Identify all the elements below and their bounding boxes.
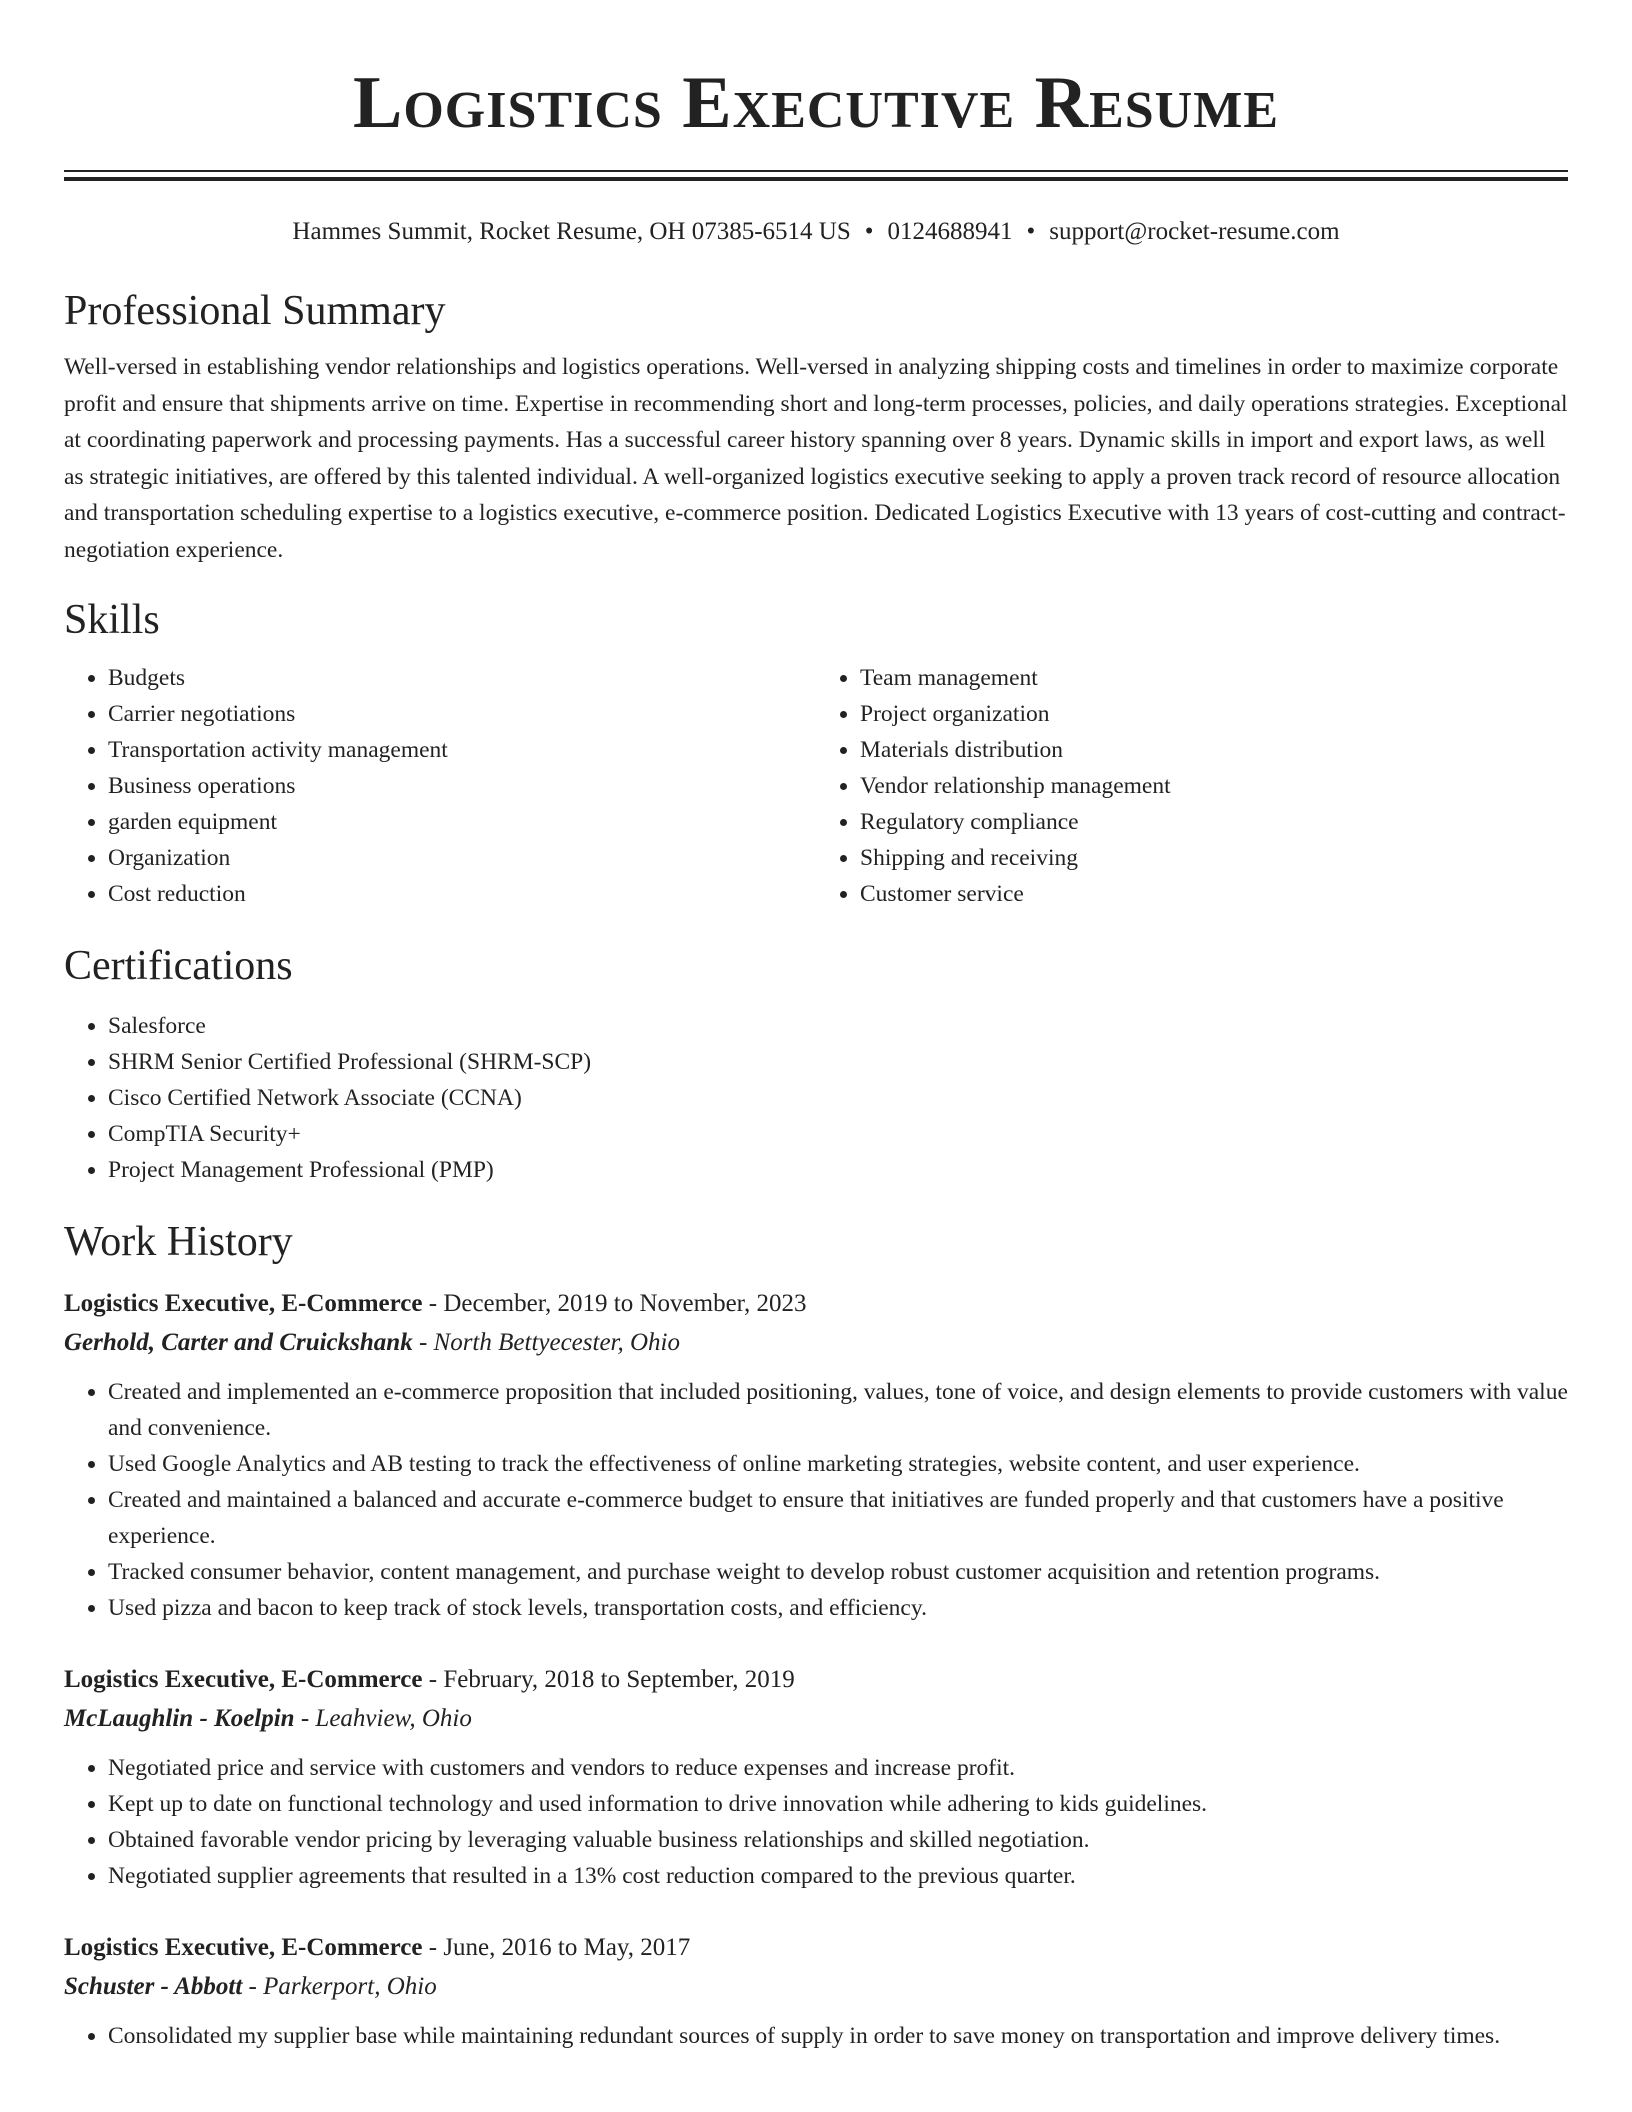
resume-title: Logistics Executive Resume — [352, 62, 1280, 144]
skills-columns — [64, 660, 1568, 912]
job-bullet: • Tracked consumer behavior, content management, and purchase weight to develop robust customer acquisition and retention programs. — [108, 1554, 1568, 1590]
job-title: Logistics Executive, E-Commerce — [64, 1666, 423, 1693]
job-entry — [64, 1284, 1568, 1626]
work-history-heading: Work History — [64, 1219, 293, 1265]
skill-item: • Regulatory compliance — [860, 804, 1568, 840]
contact-line — [64, 215, 1568, 249]
skill-item: • Shipping and receiving — [860, 840, 1568, 876]
job-bullets — [64, 1750, 1568, 1894]
skill-item: • Materials distribution — [860, 732, 1568, 768]
contact-email: support@rocket-resume.com — [1049, 218, 1340, 245]
certification-item: • Project Management Professional (PMP) — [108, 1152, 1568, 1188]
job-dates: February, 2018 to September, 2019 — [443, 1666, 795, 1693]
job-bullet: • Consolidated my supplier base while maintaining redundant sources of supply in order to save money on transportation and improve delivery times. — [108, 2018, 1568, 2054]
summary-text: Well-versed in establishing vendor relationships and logistics operations. Well-versed in analyzing shipping costs and timelines in order to maximize corporate profit and ensure that shipments arrive on time. Expertise in recommending short and long-term processes, policies, and daily operations strategies. Exceptional at coordinating paperwork and processing payments. Has a successful career history spanning over 8 years. Dynamic skills in import and export laws, as well as strategic initiatives, are offered by this talented individual. A well-organized logistics executive seeking to apply a proven track record of resource allocation and transportation scheduling expertise to a logistics executive, e-commerce position. Dedicated Logistics Executive with 13 years of cost-cutting and contract-negotiation experience. — [64, 354, 1568, 563]
title-double-rule — [64, 170, 1568, 181]
skills-heading: Skills — [64, 597, 160, 643]
job-bullet: • Used pizza and bacon to keep track of stock levels, transportation costs, and efficiency. — [108, 1590, 1568, 1626]
job-title-line: Logistics Executive, E-Commerce - February, 2018 to September, 2019 — [64, 1666, 795, 1693]
job-bullet: • Negotiated price and service with customers and vendors to reduce expenses and increase profit. — [108, 1750, 1568, 1786]
skill-item: • Carrier negotiations — [108, 696, 816, 732]
job-company: Schuster - Abbott — [64, 1973, 243, 2000]
job-title: Logistics Executive, E-Commerce — [64, 1934, 423, 1961]
certifications-list — [64, 1008, 1568, 1188]
job-dates: December, 2019 to November, 2023 — [443, 1290, 807, 1317]
contact-separator: • — [1026, 218, 1036, 245]
job-title-line: Logistics Executive, E-Commerce - June, 2016 to May, 2017 — [64, 1934, 691, 1961]
job-bullets — [64, 2018, 1568, 2054]
job-bullet: • Created and implemented an e-commerce proposition that included positioning, values, tone of voice, and design elements to provide customers with value and convenience. — [108, 1374, 1568, 1446]
job-location: Parkerport, Ohio — [263, 1973, 437, 2000]
job-bullet: • Kept up to date on functional technology and used information to drive innovation while adhering to kids guidelines. — [108, 1786, 1568, 1822]
job-company-line: McLaughlin - Koelpin - Leahview, Ohio — [64, 1705, 472, 1732]
contact-separator: • — [864, 218, 874, 245]
job-title-line: Logistics Executive, E-Commerce - December, 2019 to November, 2023 — [64, 1290, 807, 1317]
job-title: Logistics Executive, E-Commerce — [64, 1290, 423, 1317]
skill-item: • Organization — [108, 840, 816, 876]
summary-heading: Professional Summary — [64, 288, 446, 334]
job-location: North Bettyecester, Ohio — [433, 1329, 681, 1356]
job-company: Gerhold, Carter and Cruickshank — [64, 1329, 413, 1356]
skill-item: • Vendor relationship management — [860, 768, 1568, 804]
skill-item: • Budgets — [108, 660, 816, 696]
job-company: McLaughlin - Koelpin — [64, 1705, 295, 1732]
certification-item: • Cisco Certified Network Associate (CCNA) — [108, 1080, 1568, 1116]
job-bullet: • Negotiated supplier agreements that resulted in a 13% cost reduction compared to the previous quarter. — [108, 1858, 1568, 1894]
contact-address: Hammes Summit, Rocket Resume, OH 07385-6514 US — [292, 218, 851, 245]
certification-item: • SHRM Senior Certified Professional (SHRM-SCP) — [108, 1044, 1568, 1080]
job-company-line: Gerhold, Carter and Cruickshank - North Bettyecester, Ohio — [64, 1329, 681, 1356]
job-bullet: • Used Google Analytics and AB testing to track the effectiveness of online marketing strategies, website content, and user experience. — [108, 1446, 1568, 1482]
skill-item: • garden equipment — [108, 804, 816, 840]
skill-item: • Project organization — [860, 696, 1568, 732]
job-location: Leahview, Ohio — [315, 1705, 472, 1732]
certification-item: • CompTIA Security+ — [108, 1116, 1568, 1152]
certifications-heading: Certifications — [64, 943, 293, 989]
skill-item: • Business operations — [108, 768, 816, 804]
job-dates: June, 2016 to May, 2017 — [443, 1934, 691, 1961]
job-bullet: • Obtained favorable vendor pricing by leveraging valuable business relationships and skilled negotiation. — [108, 1822, 1568, 1858]
skills-list-left — [64, 660, 816, 912]
job-entry — [64, 1660, 1568, 1894]
skill-item: • Transportation activity management — [108, 732, 816, 768]
skill-item: • Cost reduction — [108, 876, 816, 912]
certification-item: • Salesforce — [108, 1008, 1568, 1044]
job-bullets — [64, 1374, 1568, 1626]
job-bullet: • Created and maintained a balanced and accurate e-commerce budget to ensure that initiatives are funded properly and that customers have a positive experience. — [108, 1482, 1568, 1554]
skill-item: • Customer service — [860, 876, 1568, 912]
skill-item: • Team management — [860, 660, 1568, 696]
skills-list-right — [816, 660, 1568, 912]
contact-phone: 0124688941 — [887, 218, 1013, 245]
job-company-line: Schuster - Abbott - Parkerport, Ohio — [64, 1973, 437, 2000]
job-entry — [64, 1928, 1568, 2054]
